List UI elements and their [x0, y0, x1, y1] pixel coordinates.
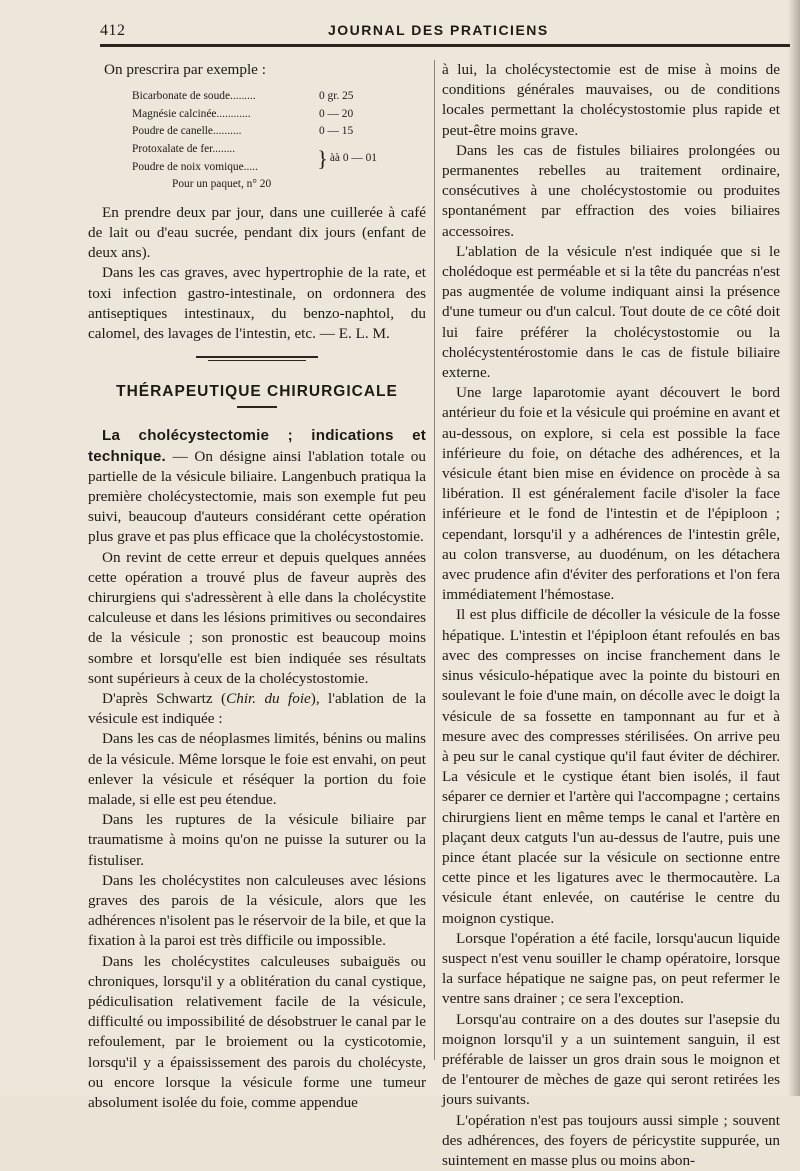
brace-glyph: }	[317, 145, 328, 171]
ingredient-name: Poudre de canelle..........	[132, 125, 242, 138]
section-title-rule	[237, 406, 277, 408]
paragraph: Lorsque l'opération a été facile, lorsqu'aucun liquide suspect n'est venu souiller le champ opératoire, lorsque la surface hépatique ne saigne pas, on peut refermer le ventre sans drainer ; ce sera l'exception.	[442, 929, 780, 1008]
paragraph: L'ablation de la vésicule n'est indiquée que si le cholédoque est perméable et si la tête du pancréas n'est pas augmentée de volume indiquant ainsi la présence d'une tumeur ou d'un calcul. Tout doute de ce côté doit lui faire préférer la cholécystostomie ou la cholécystentérostomie dans le cas de fistule biliaire externe.	[442, 242, 780, 382]
ingredient-name: Magnésie calcinée............	[132, 107, 251, 120]
paragraph: En prendre deux par jour, dans une cuillerée à café de lait ou d'eau sucrée, pendant dix jours (enfant de deux ans).	[88, 203, 426, 262]
prescription-intro: On prescrira par exemple :	[104, 61, 266, 78]
article-opening-paragraph	[88, 426, 426, 547]
paragraph: L'opération n'est pas toujours aussi simple ; souvent des adhérences, des foyers de péricystite suppurée, un suintement en masse plus ou moins abon-	[442, 1111, 780, 1169]
paragraph-text: — On désigne ainsi l'ablation totale ou partielle de la vésicule biliaire. Langenbuch pratiqua la première cholécystectomie, mais son exemple fut peu suivi, beaucoup d'auteurs considérant cette opération plus grave et pas plus efficace que la cholécystostomie.	[88, 447, 426, 546]
ingredient-quantity: àà 0 — 01	[329, 151, 377, 164]
paragraph-text: D'après Schwartz (	[102, 690, 227, 708]
section-title: THÉRAPEUTIQUE CHIRURGICALE	[116, 383, 398, 401]
page-number: 412	[100, 22, 126, 39]
paragraph: Dans les cas de néoplasmes limités, bénins ou malins de la vésicule. Même lorsque le foie est envahi, on peut enlever la vésicule et réséquer la portion du foie malade, si elle est peu étendue.	[88, 730, 426, 809]
left-column	[88, 60, 426, 1113]
ingredient-quantity: 0 gr. 25	[319, 90, 354, 103]
formula-grouped-rows	[132, 141, 377, 176]
ingredient-name: Poudre de noix vomique.....	[132, 160, 258, 173]
paragraph: Dans les cholécystites non calculeuses avec lésions graves des parois de la vésicule, alors que les adhérences n'isolent pas le réservoir de la bile, et que la fixation à la paroi est très difficile ou impossible.	[88, 871, 426, 950]
paragraph: On revint de cette erreur et depuis quelques années cette opération a trouvé plus de faveur auprès des chirurgiens qui s'adressèrent à elle dans la cholécystite calculeuse et dans les lésions primitives ou secondaires de la vésicule ; son pronostic est beaucoup moins sombre et lorsqu'elle est bien indiquée ses résultats sont supérieurs à ceux de la cholécystostomie.	[88, 548, 426, 687]
section-ornament-rule	[88, 352, 426, 366]
formula-footer: Pour un paquet, n° 20	[172, 178, 272, 191]
prescription-formula	[132, 88, 377, 194]
citation-title: Chir. du foie	[226, 690, 311, 708]
formula-row	[132, 123, 377, 141]
paragraph	[88, 689, 426, 729]
paragraph: Dans les ruptures de la vésicule biliaire par traumatisme à moins qu'on ne puisse la suturer ou la fistuliser.	[88, 811, 426, 869]
page-edge-shadow	[788, 0, 800, 1096]
paragraph-text: ), l'ablation de la vésicule est indiquée :	[88, 690, 426, 728]
column-divider	[434, 60, 435, 1060]
paragraph: Lorsqu'au contraire on a des doutes sur l'asepsie du moignon lorsqu'il y a un suintement sanguin, il est préférable de laisser un gros drain sous le moignon et de l'entourer de mèches de gaze qui seront retirées les jours suivants.	[442, 1010, 780, 1109]
ingredient-quantity: 0 — 15	[319, 125, 354, 138]
formula-row	[132, 106, 377, 124]
ingredient-name: Protoxalate de fer........	[132, 142, 236, 155]
paragraph: Dans les cholécystites calculeuses subaiguës ou chroniques, lorsqu'il y a oblitération du canal cystique, pédiculisation relativement facile de la vésicule, difficulté ou impossibilité de désobstruer le canal par le refoulement, par le broiement ou la cysticotomie, lorsqu'il y a épaississement des parois du cholécyste, ou encore lorsque la vésicule forme une tumeur absolument isolée du foie, comme appendue	[88, 952, 426, 1112]
ingredient-quantity: 0 — 20	[319, 107, 354, 120]
paragraph: Il est plus difficile de décoller la vésicule de la fosse hépatique. L'intestin et l'épiploon étant refoulés en bas avec des compresses on incise franchement dans le sinus vésiculo-hépatique avec la pointe du bistouri en soulevant le foie d'une main, on décolle avec le doigt la vésicule de sa fossette en tamponnant au fur et à mesure avec des compresses stérilisées. On arrive peu à peu sur le canal cystique qu'il faut éviter de déchirer. La vésicule et le cystique étant bien isolés, il faut séparer ce dernier et l'artère qui l'accompagne ; certains chirurgiens lient en même temps le canal et l'artère en plaçant deux catguts l'un au-dessus de l'autre, puis une pince étant placée sur la vésicule on sectionne entre cette pince et les ligatures avec le thermocautère. La vésicule étant enlevée, on cautérise le centre du moignon cystique.	[442, 606, 780, 927]
paragraph: Dans les cas de fistules biliaires prolongées ou permanentes rebelles au traitement ordinaire, consécutives à une cholécystostomie ou produites spontanément par effraction des voies biliaires accessoires.	[442, 141, 780, 240]
article-title: La cholécystectomie ; indications et technique.	[88, 427, 426, 465]
header-rule	[100, 44, 790, 47]
running-title: JOURNAL DES PRATICIENS	[328, 22, 549, 38]
paragraph: à lui, la cholécystectomie est de mise à moins de conditions générales mauvaises, ou de conditions locales permettant la cholécystostomie plus rapide et peut-être moins grave.	[442, 61, 780, 139]
right-column	[442, 60, 780, 1171]
ingredient-name: Bicarbonate de soude.........	[132, 90, 256, 103]
page-header	[100, 22, 790, 44]
formula-row	[132, 88, 377, 106]
paragraph: Une large laparotomie ayant découvert le bord antérieur du foie et la vésicule qui proémine en avant et au-dessous, on explore, si cela est possible la face inférieure du foie, on détache des adhérences, et la vésicule étant bien mise en évidence on procède à sa libération. Il est généralement facile d'isoler la face inférieure et le fond de l'intestin et de l'épiploon ; cependant, lorsqu'il y a adhérences de l'intestin grêle, au colon transverse, au duodénum, on les détachera avec prudence afin d'éviter des perforations et l'on fera immédiatement l'hémostase.	[442, 384, 780, 604]
paragraph: Dans les cas graves, avec hypertrophie de la rate, et toxi infection gastro-intestinale, on ordonnera des antiseptiques intestinaux, du benzo-naphtol, du calomel, des lavages de l'intestin, etc. — E. L. M.	[88, 264, 426, 342]
